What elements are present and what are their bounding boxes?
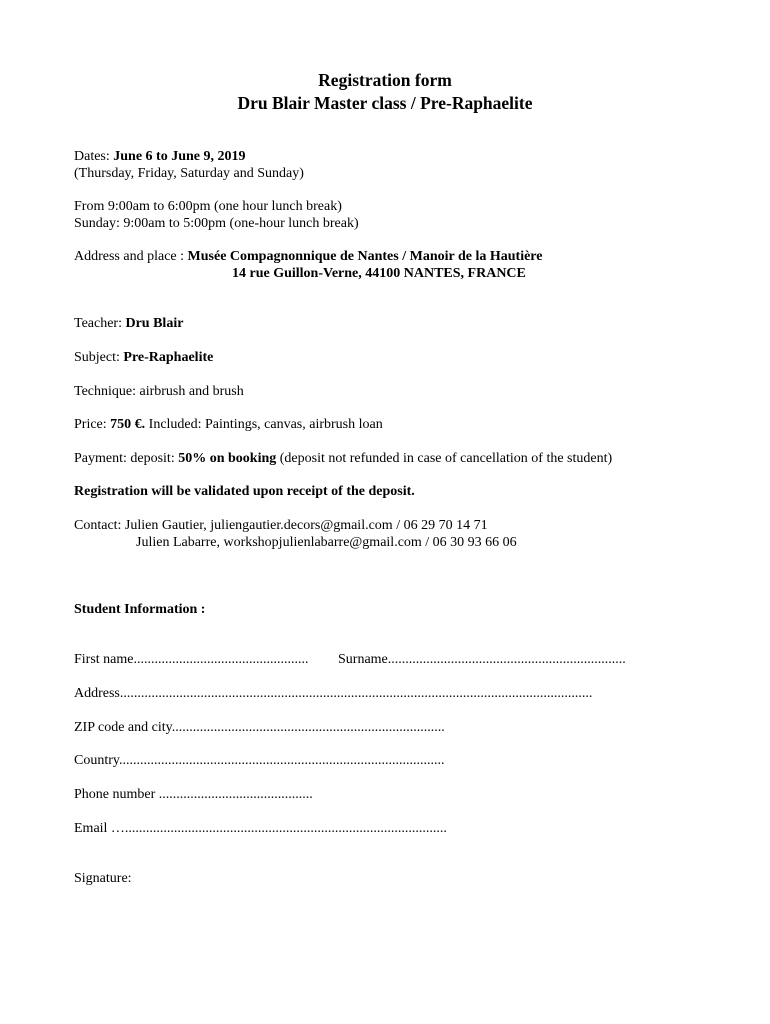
subject-label: Subject: bbox=[74, 350, 124, 365]
price-label: Price: bbox=[74, 417, 111, 432]
subject-line bbox=[74, 349, 213, 366]
dates-value: June 6 to June 9, 2019 bbox=[113, 149, 246, 164]
form-title: Registration form bbox=[318, 70, 452, 90]
teacher-line bbox=[74, 315, 183, 332]
price-value: 750 €. bbox=[110, 417, 146, 432]
contact-line-2: Julien Labarre, workshopjulienlabarre@gmail.com / 06 30 93 66 06 bbox=[136, 535, 517, 550]
dates-days: (Thursday, Friday, Saturday and Sunday) bbox=[74, 166, 304, 181]
address-street: 14 rue Guillon-Verne, 44100 NANTES, FRANCE bbox=[232, 266, 526, 281]
payment-value: 50% on booking bbox=[178, 451, 277, 466]
dates-line bbox=[74, 148, 246, 165]
payment-label: Payment: deposit: bbox=[74, 451, 179, 466]
address-field[interactable]: Address....................................................................................................................................... bbox=[74, 686, 593, 701]
teacher-value: Dru Blair bbox=[125, 316, 184, 331]
address-line bbox=[74, 248, 542, 265]
form-subtitle: Dru Blair Master class / Pre-Raphaelite bbox=[237, 93, 533, 113]
technique-line: Technique: airbrush and brush bbox=[74, 384, 244, 399]
price-line bbox=[74, 416, 383, 433]
country-field[interactable]: Country............................................................................................. bbox=[74, 753, 445, 768]
signature-field[interactable]: Signature: bbox=[74, 871, 132, 886]
payment-line bbox=[74, 450, 612, 467]
address-label: Address and place : bbox=[74, 249, 188, 264]
dates-label: Dates: bbox=[74, 149, 114, 164]
student-info-heading: Student Information : bbox=[74, 602, 206, 617]
validation-notice: Registration will be validated upon receipt of the deposit. bbox=[74, 484, 415, 499]
surname-field[interactable]: Surname.................................................................... bbox=[338, 652, 626, 667]
zip-city-field[interactable]: ZIP code and city.............................................................................. bbox=[74, 720, 445, 735]
teacher-label: Teacher: bbox=[74, 316, 126, 331]
payment-note: (deposit not refunded in case of cancellation of the student) bbox=[276, 451, 613, 466]
hours-sunday: Sunday: 9:00am to 5:00pm (one-hour lunch break) bbox=[74, 216, 359, 231]
email-field[interactable]: Email …............................................................................................ bbox=[74, 821, 447, 836]
phone-field[interactable]: Phone number ............................................ bbox=[74, 787, 313, 802]
contact-line-1: Contact: Julien Gautier, juliengautier.decors@gmail.com / 06 29 70 14 71 bbox=[74, 518, 488, 533]
hours-weekday: From 9:00am to 6:00pm (one hour lunch break) bbox=[74, 199, 342, 214]
subject-value: Pre-Raphaelite bbox=[123, 350, 214, 365]
first-name-field[interactable]: First name.................................................. bbox=[74, 652, 309, 667]
price-included: Included: Paintings, canvas, airbrush loan bbox=[145, 417, 383, 432]
address-place: Musée Compagnonnique de Nantes / Manoir de la Hautière bbox=[187, 249, 543, 264]
